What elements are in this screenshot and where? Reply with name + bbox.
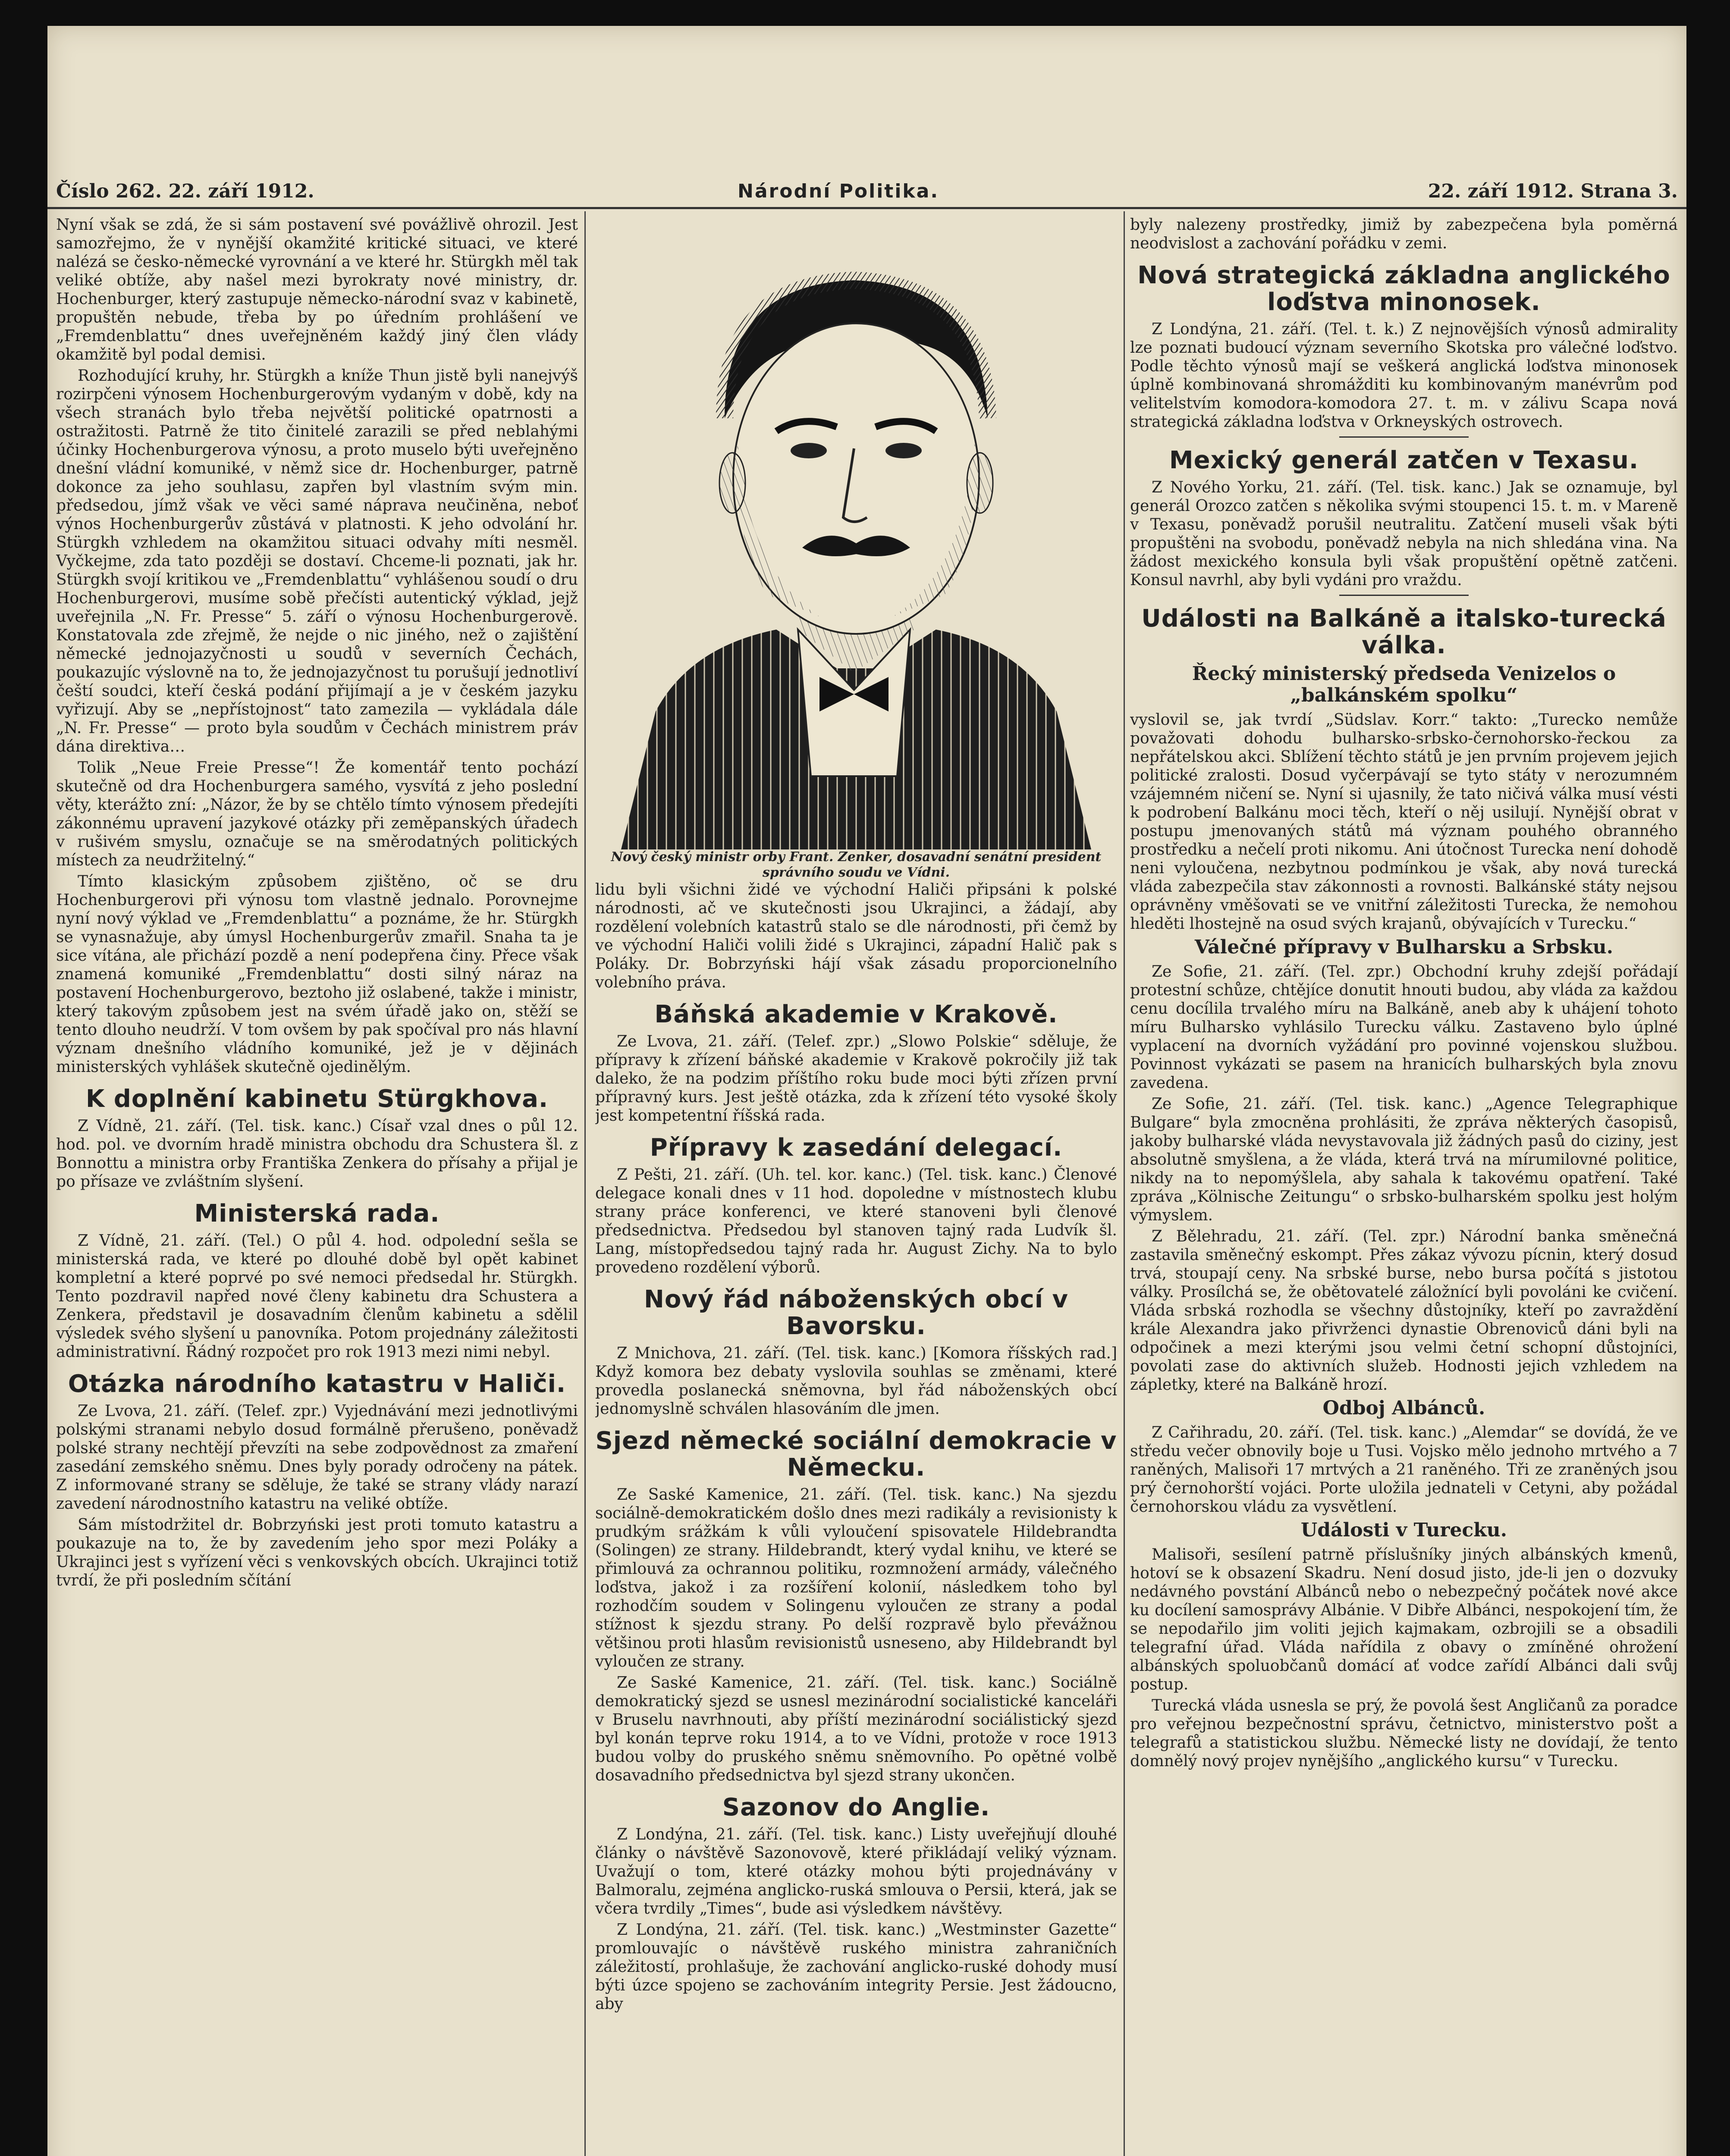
article-paragraph: Z Cařihradu, 20. září. (Tel. tisk. kanc.) „Alemdar“ se dovídá, že ve středu večer obnovily boje u Tusi. Vojsko mělo jednoho mrtvého a 7 raněných, Malisoři 17 mrtvých a 21 raněného. Tři ze zraněných jsou prý černohorští vojáci. Porte uložila jednateli v Cetyni, aby požádal černohorskou vládu za vysvětlení. [1130,1424,1678,1516]
article-subheading: Řecký ministerský předseda Venizelos o „balkánském spolku“ [1192,663,1616,706]
section-heading: Události na Balkáně a italsko-turecká válka. [1141,605,1667,659]
article-heading: Nový řád náboženských obcí v Bavorsku. [644,1285,1069,1340]
article-paragraph: Ze Sofie, 21. září. (Tel. tisk. kanc.) „Agence Telegraphique Bulgare“ byla zmocněna prohlásiti, že zpráva některých časopisů, jakoby bulharské vláda nevystavovala již žádných pasů do ciziny, jest absolutně smyšlena, a že vláda, která trvá na mírumilovné politice, nikdy na to nepomýšlela, aby sahala k takovému opatření. Také zpráva „Kölnische Zeitungu“ o srbsko-bulharském spolku jest holým výmyslem. [1130,1095,1678,1224]
column-1 [56,216,578,2156]
article-paragraph: Z Vídně, 21. září. (Tel. tisk. kanc.) Císař vzal dnes o půl 12. hod. pol. ve dvorním hradě ministra obchodu dra Schustera šl. z Bonnottu a ministra orby Františka Zenkera do přísahy a přijal je po přísaze ve zvláštním slyšení. [56,1117,578,1191]
article-paragraph: Z Pešti, 21. září. (Uh. tel. kor. kanc.) (Tel. tisk. kanc.) Členové delegace konali dnes v 11 hod. dopoledne v místnostech klubu strany práce konferenci, ve které stanoveni byli členové předsednictva. Předsedou byl stanoven tajný rada Ludvík šl. Lang, místopředsedou tajný rada hr. August Zichy. Na to bylo provedeno rozdělení výborů. [595,1166,1117,1276]
article-paragraph: Tolik „Neue Freie Presse“! Že komentář tento pochází skutečně od dra Hochenburgera samého, vysvítá z jeho poslední věty, kterážto zní: „Názor, že by se chtělo tímto výnosem předejíti zákonnému upravení jazykové otázky při zeměpanských úřadech v rušivém smyslu, označuje se na směrodatných politických místech za neudržitelný.“ [56,759,578,869]
article-paragraph: lidu byli všichni židé ve východní Haliči připsáni k polské národnosti, ač ve skutečnosti jsou Ukrajinci, a žádají, aby rozdělení volebních katastrů stalo se dle národnosti, při čemž by ve východní Haliči volili židé s Ukrajinci, západní Halič pak s Poláky. Dr. Bobrzyński hájí však zásadu proporcionelního volebního práva. [595,881,1117,991]
column-2 [595,216,1117,2156]
article-heading: Nová strategická základna anglického loďstva minonosek. [1137,261,1670,316]
newspaper-page [47,26,1686,2156]
article-paragraph: Ze Saské Kamenice, 21. září. (Tel. tisk. kanc.) Sociálně demokratický sjezd se usnesl mezinárodní socialistické kanceláři v Bruselu navrhnouti, aby příští mezinárodní sociálistický sjezd byl konán teprve roku 1914, a to ve Vídni, protože v roce 1913 budou volby do pruského sněmu sněmovního. Po opětné volbě dosavadního předsednictva byl sjezd strany ukončen. [595,1674,1117,1784]
article-paragraph: Malisoři, sesílení patrně příslušníky jiných albánských kmenů, hotoví se k obsazení Skadru. Není dosud jisto, jde-li jen o dozvuky nedávného povstání Albánců nebo o nebezpečný počátek nové akce ku docílení samosprávy Albánie. V Dibře Albánci, nespokojení tím, že se nepodařilo jim voliti jejich kajmakam, ozbrojili se a obsadili telegrafní úřad. Vláda nařídila z obavy o zmíněné ohrožení albánských spoluobčanů domácí ať vodce zařídí Albánci dali svůj postup. [1130,1546,1678,1693]
article-paragraph: Z Vídně, 21. září. (Tel.) O půl 4. hod. odpolední sešla se ministerská rada, ve které po dlouhé době byl opět kabinet kompletní a které poprvé po své nemoci předsedal hr. Stürgkh. Tento pozdravil napřed nové členy kabinetu dra Schustera a Zenkera, představil je dosavadním členům kabinetu a sdělil výsledek svého slyšení u panovníka. Potom projednány záležitosti administrativní. Řádný rozpočet pro rok 1913 mezi nimi nebyl. [56,1232,578,1361]
date-and-page: 22. září 1912. Strana 3. [1428,180,1678,202]
article-paragraph: Z Londýna, 21. září. (Tel. t. k.) Z nejnovějších výnosů admirality lze poznati budoucí význam severního Skotska pro válečné loďstvo. Podle těchto výnosů mají se veškerá anglická loďstva minonosek úplně kombinovaná shromážditi ku kombinovaným manévrům pod velitelstvím komodora-komodora 27. t. m. v zálivu Scapa nová strategická základna loďstva v Orkneyských ostrovech. [1130,320,1678,431]
column-divider [584,211,586,2156]
article-paragraph: Z Mnichova, 21. září. (Tel. tisk. kanc.) [Komora říšských rad.] Když komora bez debaty vyslovila souhlas se změnami, které provedla poslanecká sněmovna, byl řád náboženských obcí jednomyslně schválen hlasováním dle jmen. [595,1344,1117,1418]
section-rule [1339,595,1469,596]
article-paragraph: Ze Saské Kamenice, 21. září. (Tel. tisk. kanc.) Na sjezdu sociálně-demokratickém došlo dnes mezi radikály a revisionisty k prudkým srážkám k vůli vyloučení spisovatele Hildebrandta (Solingen) ze strany. Hildebrandt, který vydal knihu, ve které se přimlouvá za ochrannou politiku, rozmnožení armády, válečného loďstva, jakož i za rozšíření kolonií, následkem toho byl rozhodčím soudem v Solingenu vyloučen ze strany a podal stížnost k sjezdu strany. Po delší rozpravě bylo převážnou většinou proti hlasům revisionistů usneseno, aby Hildebrandt byl vyloučen ze strany. [595,1486,1117,1670]
section-rule [1339,436,1469,438]
article-paragraph: Z Londýna, 21. září. (Tel. tisk. kanc.) Listy uveřejňují dlouhé články o návštěvě Sazonovově, které přikládají veliký význam. Uvažují o tom, které otázky mohou býti projednávány v Balmoralu, zejména anglicko-ruská smlouva o Persii, která, jak se včera tvrdily „Times“, bude asi výsledkem návštěvy. [595,1826,1117,1918]
article-paragraph: Ze Lvova, 21. září. (Telef. zpr.) Vyjednávání mezi jednotlivými polskými stranami nebylo dosud formálně přerušeno, poněvadž polské strany nechtějí převzíti na sebe zodpovědnost za zmaření zasedání zemského sněmu. Dnes byly porady odročeny na pátek. Z informované strany se sděluje, že také se strany vlády narazí zavedení národnostního katastru na veliké obtíže. [56,1402,578,1513]
article-heading: Báňská akademie v Krakově. [654,1000,1058,1028]
portrait-caption: Nový český ministr orby Frant. Zenker, dosavadní senátní president správního soudu ve Vídni. [611,849,1102,880]
article-heading: Ministerská rada. [194,1200,440,1228]
article-heading: Sazonov do Anglie. [722,1793,990,1821]
portrait-engraving [595,216,1117,849]
portrait-illustration [595,216,1117,880]
article-heading: Válečné přípravy v Bulharsku a Srbsku. [1194,936,1614,958]
article-paragraph: Z Bělehradu, 21. září. (Tel. zpr.) Národní banka směnečná zastavila směnečný eskompt. Přes zákaz vývozu pícnin, který dosud trvá, stoupají ceny. Na srbské burse, nebo bursa počítá s jistotou války. Prosílchá se, že obětovatelé záložnící byli povoláni ke cvičení. Vláda srbská rozhodla se všechny důstojníky, kteří po zavraždění krále Alexandra jako přivrženci dynastie Obrenoviců dáni byli na odpočinek a mezi kterými jsou velmi četní schopní důstojníci, povolati zase do aktivních služeb. Hodnosti jejich vzhledem na zápletky, které na Balkáně hrozí. [1130,1228,1678,1394]
article-paragraph: Ze Lvova, 21. září. (Telef. zpr.) „Slowo Polskie“ sděluje, že přípravy k zřízení báňské akademie v Krakově pokročily již tak daleko, že na podzim příštího roku bude moci býti zřízen první přípravný kurs. Jest ještě otázka, zda k zřízení této vysoké školy jest kompetentní říšská rada. [595,1033,1117,1125]
article-heading: Události v Turecku. [1300,1519,1507,1541]
article-paragraph: Z Londýna, 21. září. (Tel. tisk. kanc.) „Westminster Gazette“ promlouvajíc o návštěvě ruského ministra zahraničních záležitostí, prohlašuje, že zachování anglicko-ruské dohody musí býti úzce spojeno se zachováním integrity Persie. Jest žádoucno, aby [595,1921,1117,2013]
page-header [47,177,1686,209]
article-paragraph: byly nalezeny prostředky, jimiž by zabezpečena byla poměrná neodvislost a zachování pořádku v zemi. [1130,216,1678,252]
article-paragraph: Nyní však se zdá, že si sám postavení své povážlivě ohrozil. Jest samozřejmo, že v nynější okamžité kritické situaci, ve které nalézá se česko-německé vyrovnání a ve které hr. Stürgkh měl tak veliké obtíže, aby našel mezi byrokraty nové ministry, dr. Hochenburger, který zastupuje německo-národní svaz v kabinetě, propuštěn nebude, třeba by po úředním prohlášení ve „Fremdenblattu“ dnes uveřejněném každý jiný člen vlády okamžitě byl podal demisi. [56,216,578,364]
column-divider [1124,211,1125,2156]
article-heading: Sjezd německé sociální demokracie v Německu. [595,1427,1117,1482]
article-heading: Přípravy k zasedání delegací. [650,1134,1063,1162]
article-paragraph: Ze Sofie, 21. září. (Tel. zpr.) Obchodní kruhy zdejší pořádají protestní schůze, chtějíce donutit hnouti budou, aby vláda za každou cenu docílila trvalého míru na Balkáně, aneb aby k uhájení tohoto míru Bulharsko vyhlásilo Turecku válku. Zastaveno bylo úplné vyplacení na dvorních vyžádání pro povinné vojenskou službou. Povinnost vykázati se pasem na hranicích bulharských byla znovu zavedena. [1130,963,1678,1092]
article-paragraph: Z Nového Yorku, 21. září. (Tel. tisk. kanc.) Jak se oznamuje, byl generál Orozco zatčen s několika svými stoupenci 15. t. m. v Mareně v Texasu, poněvadž porušil neutralitu. Zatčení museli však býti propuštěni na svobodu, poněvadž nebyla na nich shledána vina. Na žádost mexického konsula byli však propuštění opětně zatčeni. Konsul navrhl, aby byli vydáni pro vraždu. [1130,479,1678,589]
article-heading: Odboj Albánců. [1322,1397,1485,1419]
article-paragraph: Sám místodržitel dr. Bobrzyński jest proti tomuto katastru a poukazuje na to, že by zavedením jeho spor mezi Poláky a Ukrajinci jest s vyřízení věci s venkovských obcích. Ukrajinci totiž tvrdí, že při posledním sčítání [56,1516,578,1589]
masthead-title: Národní Politika. [738,180,939,202]
article-heading: Otázka národního katastru v Haliči. [68,1370,566,1398]
article-paragraph: vyslovil se, jak tvrdí „Südslav. Korr.“ takto: „Turecko nemůže považovati dohodu bulharsko-srbsko-černohorsko-řeckou za nepřátelskou akci. Sblížení těchto států je jen prvním projevem jejich politické zralosti. Dosud vyčerpávají se tyto státy v nerozumném vzájemném ničení se. Nyní si ujasnily, že tato ničivá válka musí vésti k podrobení Balkánu moci těch, kteří o něj usilují. Nynější obrat v postupu jmenovaných států má význam pouhého obranného prostředku a nečelí proti nikomu. Ani útočnost Turecka není dohodě neni vyloučena, nezbytnou podmínkou je však, aby nová turecká vláda zabezpečila stav zákonnosti a rovnosti. Balkánské státy nejsou oprávněny vměšovati se ve vnitřní záležitosti Turecka, že nemohou hleděti lhostejně na osud svých krajanů, obývajících v Turecku.“ [1130,711,1678,933]
article-paragraph: Rozhodující kruhy, hr. Stürgkh a kníže Thun jistě byli nanejvýš rozirpčeni výnosem Hochenburgerovým vydaným v době, kdy na všech stranách bylo třeba největší politické opatrnosti a ostražitosti. Patrně že tito činitelé zarazili se před neblahými účinky Hochenburgerova výnosu, a proto muselo býti uveřejněno dnešní vládní komuniké, v němž sice dr. Hochenburger, patrně dokonce za jeho souhlasu, zapřen byl vlastním svým min. předsedou, jímž však ve věci samé náprava neučiněna, neboť výnos Hochenburgerův zůstává v platnosti. K jeho odvolání hr. Stürgkh vzhledem na okamžitou situaci odvahy míti nesměl. Vyčkejme, zda tato později se dostaví. Chceme-li poznati, jak hr. Stürgkh svojí kritikou ve „Fremdenblattu“ vyhlášenou soudí o dru Hochenburgerovi, musíme sobě přečísti autentický výklad, jejž uveřejnila „N. Fr. Presse“ 5. září o výnosu Hochenburgerově. Konstatovala zde zřejmě, že nejde o nic jiného, než o zajištění německé jednojazyčnosti u soudů v severních Čechách, poukazujíc výslovně na to, že jednojazyčnost tu porušují jednotliví čeští soudci, kteří česká podání přijímají a je v českém jazyku vyřizují. Aby se „nepřístojnost“ tato zamezila — vykládala dále „N. Fr. Presse“ — proto byla soudům v Čechách ministrem práv dána direktiva… [56,367,578,755]
article-heading: Mexický generál zatčen v Texasu. [1169,446,1639,474]
article-paragraph: Tímto klasickým způsobem zjištěno, oč se dru Hochenburgerovi při výnosu tom vlastně jednalo. Porovnejme nyní nový výklad ve „Fremdenblattu“ a poznáme, že hr. Stürgkh se vynasnažuje, aby úmysl Hochenburgerův zmařil. Snaha ta je sice vítána, ale přichází pozdě a není podepřena činy. Přece však znamená komuniké „Fremdenblattu“ dosti silný náraz na postavení Hochenburgerovo, beztoho již oslabené, takže i ministr, který takovým způsobem jest na svém úřadě jako on, stěží se tento dlouho neudrží. V tom ovšem by pak spočíval pro nás hlavní význam dnešního vládního komuniké, jež je v dějinách ministerských vyhlášek skutečně ojedinělým. [56,873,578,1076]
column-3 [1130,216,1678,2156]
article-paragraph: Turecká vláda usnesla se prý, že povolá šest Angličanů za poradce pro veřejnou bezpečnostní správu, četnictvo, ministerstvo pošt a telegrafů a statistickou službu. Německé listy ne dovídají, že tento domnělý nový projev nynějšího „anglického kursu“ v Turecku. [1130,1697,1678,1770]
article-heading: K doplnění kabinetu Stürgkhova. [85,1085,549,1113]
issue-number: Číslo 262. 22. září 1912. [56,180,314,202]
